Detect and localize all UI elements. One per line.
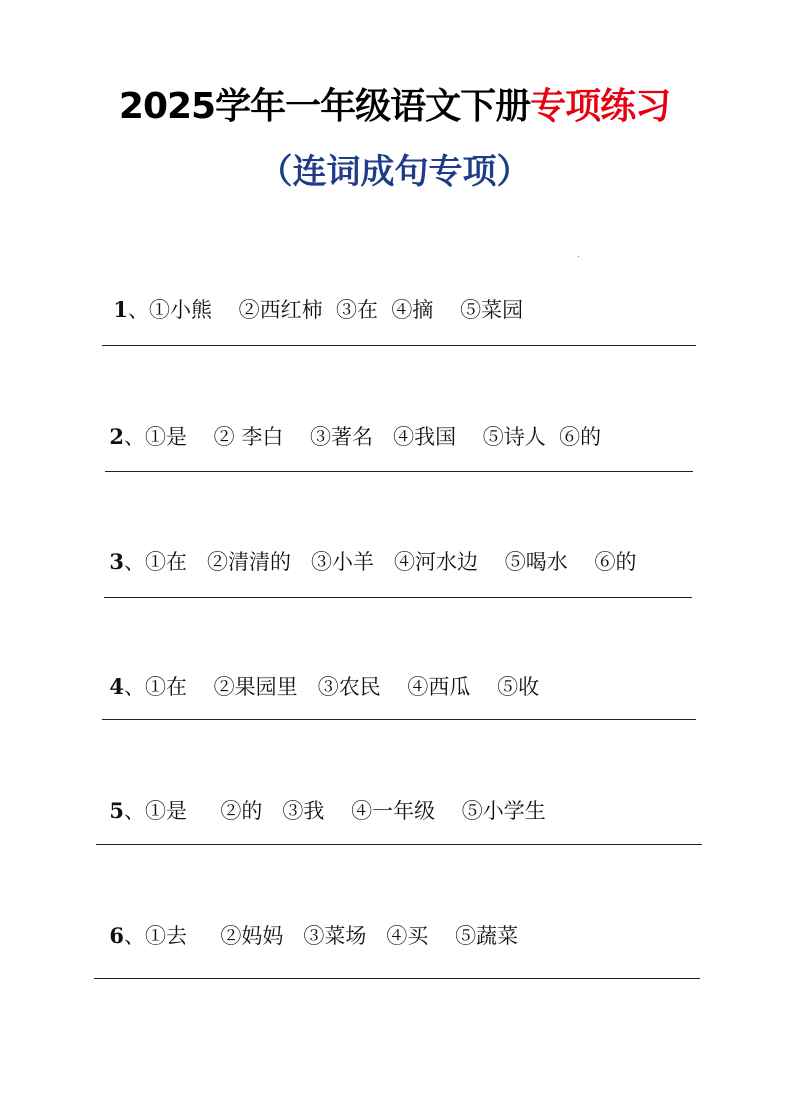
question-2 <box>96 395 601 451</box>
question-words: 、①是 ② 李白 ③著名 ④我国 ⑤诗人 ⑥的 <box>123 425 602 449</box>
answer-line-2[interactable] <box>105 471 693 472</box>
question-words: 、①在 ②果园里 ③农民 ④西瓜 ⑤收 <box>123 675 540 699</box>
question-words: 、①去 ②妈妈 ③菜场 ④买 ⑤蔬菜 <box>123 924 519 948</box>
question-number: 5 <box>109 798 124 823</box>
question-5 <box>96 769 546 825</box>
answer-line-6[interactable] <box>94 978 700 979</box>
question-number: 1 <box>113 297 128 322</box>
answer-line-1[interactable] <box>102 345 696 346</box>
title-highlight: 专项练习 <box>530 86 671 127</box>
title-main: 2025学年一年级语文下册 <box>118 86 531 127</box>
answer-line-4[interactable] <box>102 719 696 720</box>
question-1 <box>100 268 523 324</box>
worksheet-title <box>0 78 789 129</box>
question-words: 、①在 ②清清的 ③小羊 ④河水边 ⑤喝水 ⑥的 <box>123 550 637 574</box>
question-number: 2 <box>109 424 124 449</box>
question-words: 、①是 ②的 ③我 ④一年级 ⑤小学生 <box>123 799 546 823</box>
question-3 <box>96 520 636 576</box>
question-number: 3 <box>109 549 124 574</box>
question-words: 、①小熊 ②西红柿 ③在 ④摘 ⑤菜园 <box>127 298 524 322</box>
question-6 <box>96 894 518 950</box>
scan-speck <box>578 256 579 257</box>
question-number: 6 <box>109 923 124 948</box>
answer-line-3[interactable] <box>104 597 692 598</box>
answer-line-5[interactable] <box>96 844 702 845</box>
question-number: 4 <box>109 674 124 699</box>
question-4 <box>96 645 539 701</box>
worksheet-subtitle: （连词成句专项） <box>258 152 531 192</box>
